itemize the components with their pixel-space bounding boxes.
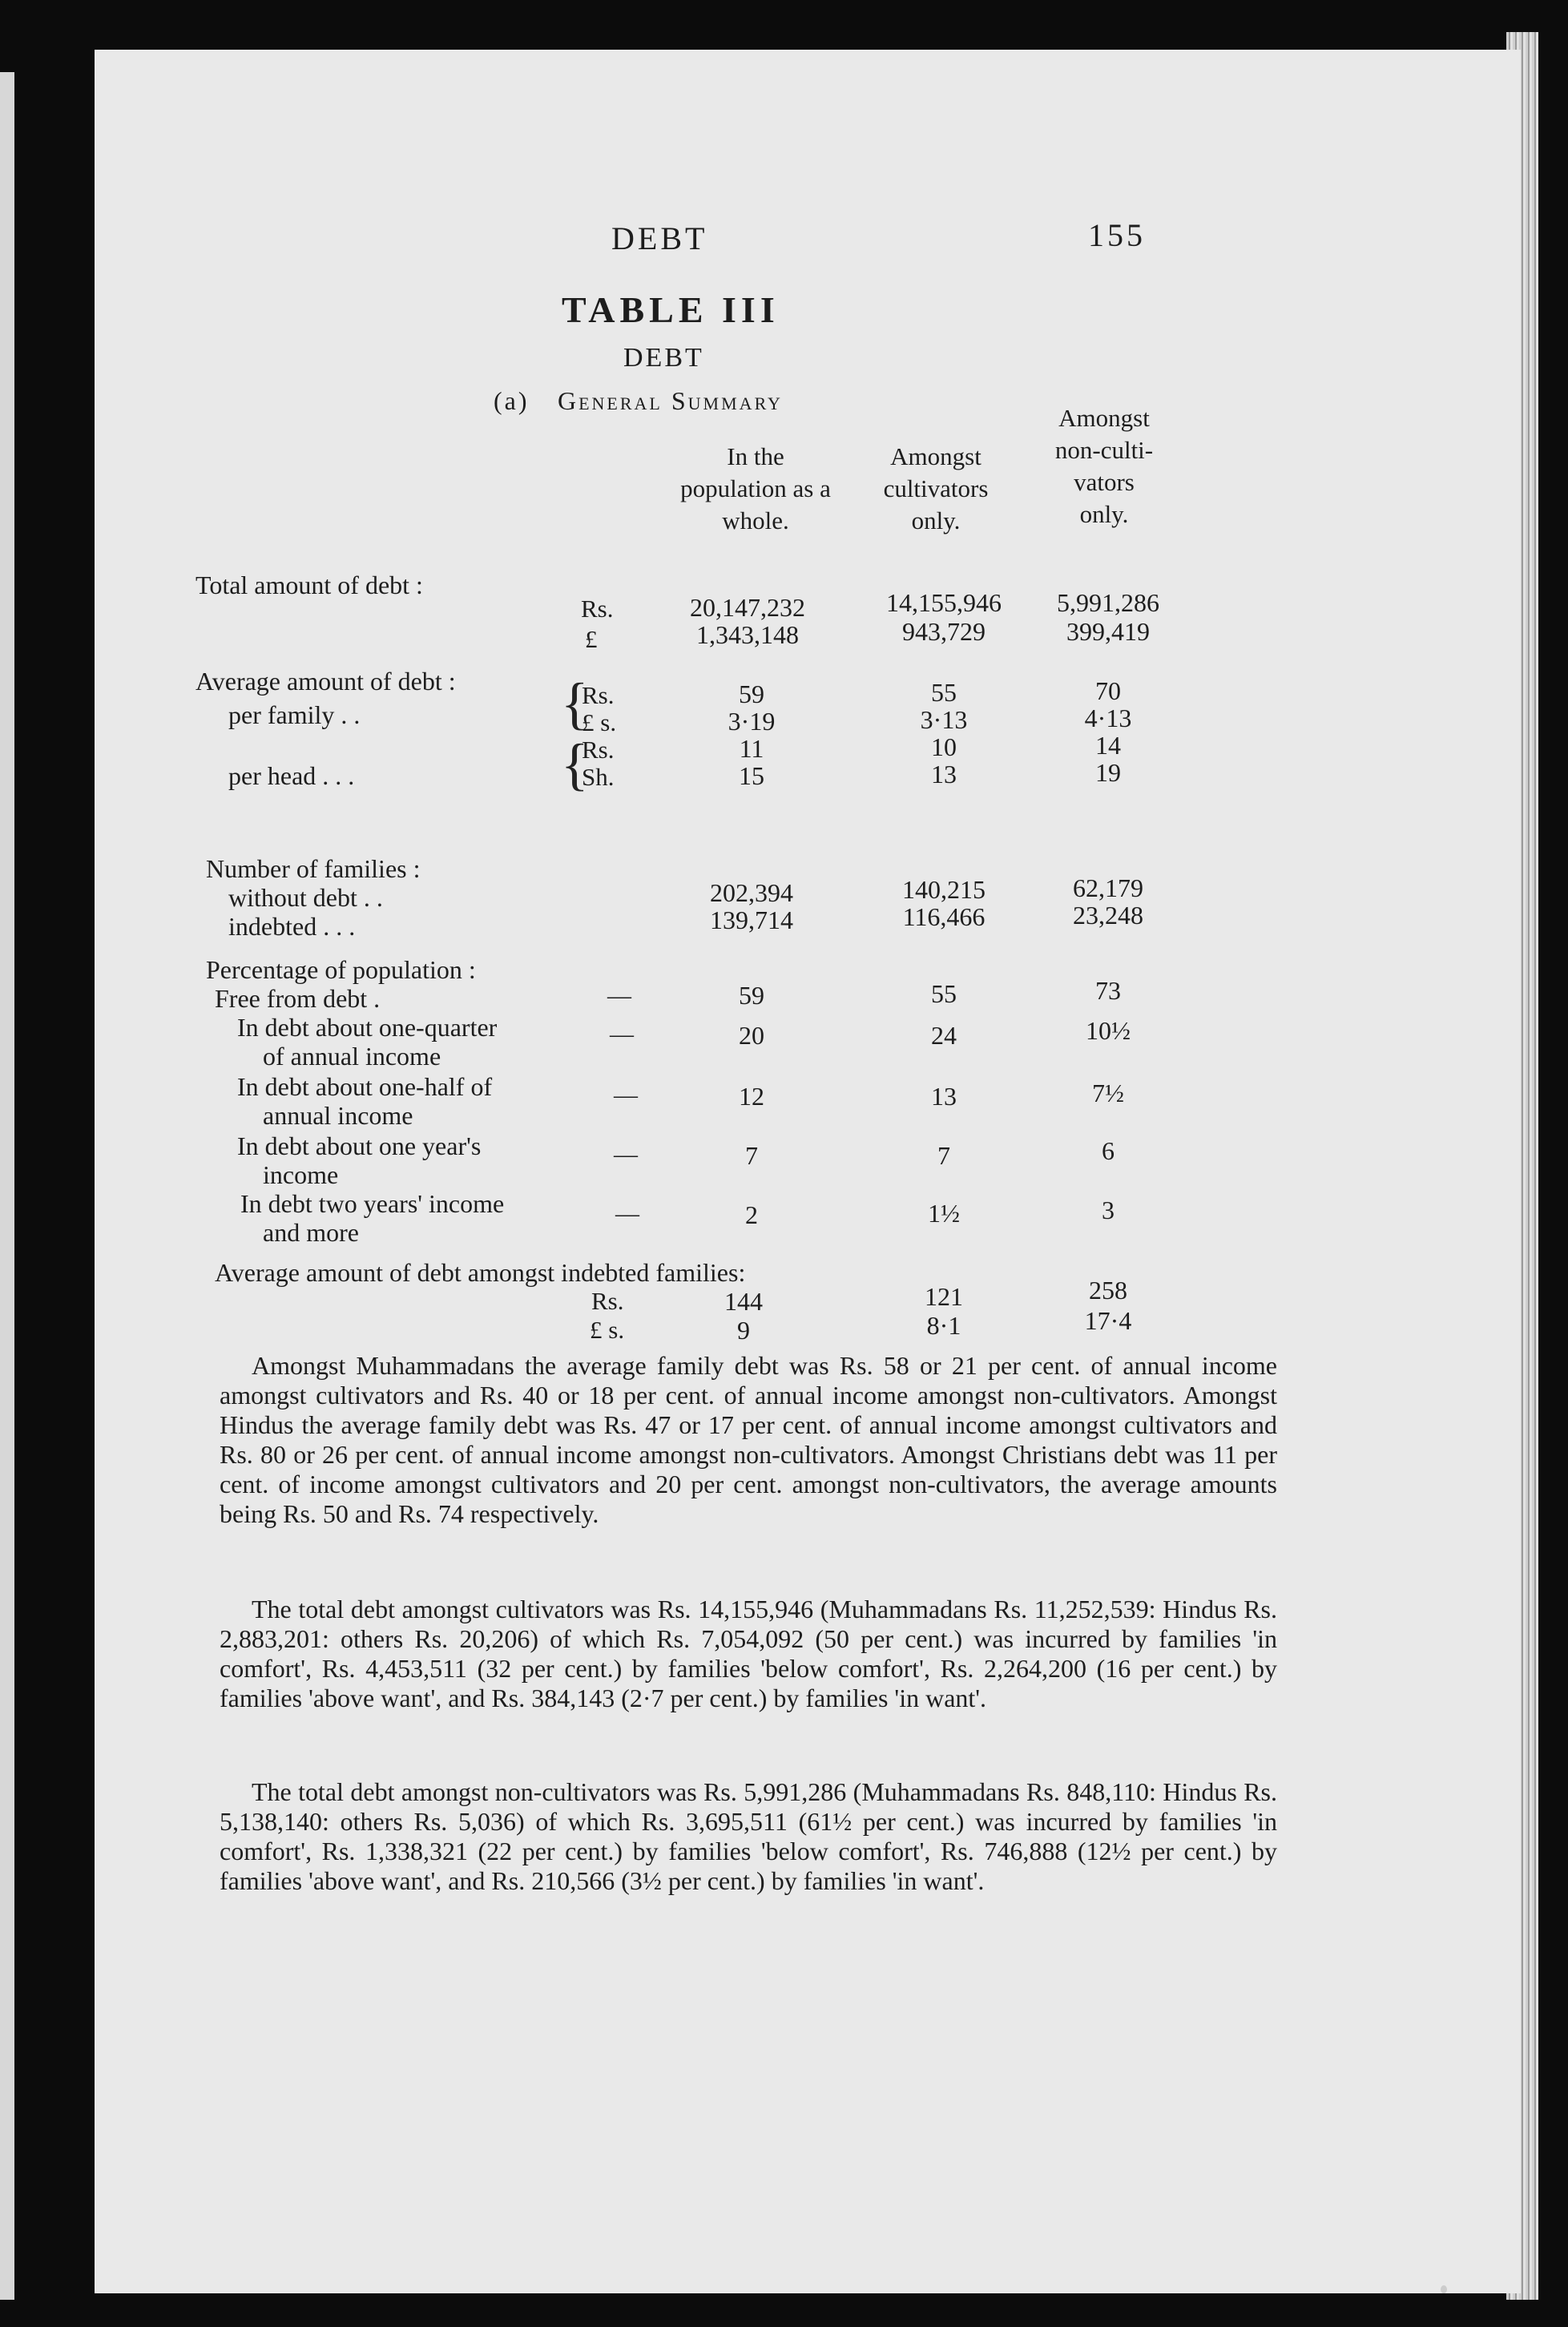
row-label-quarter-line2: of annual income xyxy=(263,1042,441,1071)
row-label-indebted: indebted . . . xyxy=(228,912,356,941)
paragraph-community-debt: Amongst Muhammadans the average family debt was Rs. 58 or 21 per cent. of annual income amongst cultivators and Rs. 40 or 18 per cent. of annual income amongst non-cultivators. Amongst Hindus the average family debt was Rs. 47 or 17 per cent. of annual income amongst cultivators and Rs. 80 or 26 per cent. of annual income amongst non-cultivators. Amongst Christians debt was 11 per cent. of income amongst cultivators and 20 per cent. amongst non-cultivators, the average amounts being Rs. 50 and Rs. 74 respectively. xyxy=(220,1351,1277,1528)
table-cell: 7 xyxy=(745,1141,758,1170)
table-cell: 13 xyxy=(931,760,957,788)
table-cell: 59 xyxy=(739,981,764,1010)
row-label-per-head: per head . . . xyxy=(228,761,355,790)
table-cell: 258 xyxy=(1089,1276,1127,1305)
table-cell: 943,729 xyxy=(902,617,986,646)
row-label-year-line1: In debt about one year's xyxy=(237,1131,482,1160)
row-label-total-debt: Total amount of debt : xyxy=(195,571,423,599)
unit-rs: Rs. xyxy=(591,1287,624,1315)
table-cell: 17·4 xyxy=(1084,1306,1132,1335)
table-cell: 3·19 xyxy=(728,707,776,736)
table-subtitle: DEBT xyxy=(623,343,704,373)
row-label-half-line1: In debt about one-half of xyxy=(237,1072,493,1101)
table-cell: 10½ xyxy=(1086,1016,1131,1045)
table-cell: 3·13 xyxy=(920,705,968,734)
paragraph-non-cultivators-debt: The total debt amongst non-cultivators was Rs. 5,991,286 (Muhammadans Rs. 848,110: Hindus Rs. 5,138,140: others Rs. 5,036) of which Rs. 3,695,511 (61½ per cent.) was incurred by families 'in comfort', Rs. 1,338,321 (22 per cent.) by families 'below comfort', Rs. 746,888 (12½ per cent.) by families 'above want', and Rs. 210,566 (3½ per cent.) by families 'in want'. xyxy=(220,1777,1277,1895)
book-page xyxy=(95,50,1521,2293)
table-cell: 9 xyxy=(737,1316,750,1345)
dash: — xyxy=(615,1200,639,1227)
brace-per-family: { xyxy=(561,671,589,736)
table-cell: 7½ xyxy=(1092,1079,1124,1107)
dash: — xyxy=(614,1141,638,1168)
table-cell: 59 xyxy=(739,680,764,708)
row-label-two-years-line2: and more xyxy=(263,1218,359,1247)
row-label-number-families: Number of families : xyxy=(206,854,421,883)
column-header-cultivators: Amongst cultivators only. xyxy=(883,442,989,534)
section-title: General Summary xyxy=(558,386,783,415)
row-label-free-from-debt: Free from debt . xyxy=(215,984,381,1013)
section-label: (a) xyxy=(494,386,530,415)
table-cell: 55 xyxy=(931,979,957,1008)
unit-rs: Rs. xyxy=(582,681,615,709)
table-cell: 7 xyxy=(937,1141,950,1170)
table-cell: 11 xyxy=(739,734,764,763)
table-cell: 399,419 xyxy=(1066,617,1150,646)
table-cell: 20 xyxy=(739,1021,764,1050)
unit-rs: Rs. xyxy=(582,736,615,764)
row-label-average-debt: Average amount of debt : xyxy=(195,667,456,696)
table-cell: 14 xyxy=(1095,731,1121,760)
table-cell: 62,179 xyxy=(1073,873,1143,902)
table-cell: 73 xyxy=(1095,976,1121,1005)
row-label-percentage: Percentage of population : xyxy=(206,955,476,984)
table-cell: 144 xyxy=(724,1287,763,1316)
table-cell: 14,155,946 xyxy=(886,588,1002,617)
row-label-per-family: per family . . xyxy=(228,700,361,729)
table-cell: 19 xyxy=(1095,758,1121,787)
paragraph-cultivators-debt: The total debt amongst cultivators was Rs. 14,155,946 (Muhammadans Rs. 11,252,539: Hindus Rs. 2,883,201: others Rs. 20,206) of which Rs. 7,054,092 (50 per cent.) was incurred by families 'in comfort', Rs. 4,453,511 (32 per cent.) by families 'below comfort', Rs. 2,264,200 (16 per cent.) by families 'above want', and Rs. 384,143 (2·7 per cent.) by families 'in want'. xyxy=(220,1595,1277,1712)
table-cell: 20,147,232 xyxy=(690,593,805,622)
table-cell: 1½ xyxy=(928,1199,960,1228)
table-cell: 70 xyxy=(1095,676,1121,705)
scan-speck xyxy=(1441,2285,1447,2293)
page-number: 155 xyxy=(1088,217,1146,253)
table-cell: 139,714 xyxy=(710,905,793,934)
dash: — xyxy=(607,982,631,1009)
row-label-year-line2: income xyxy=(263,1160,339,1189)
column-header-whole: In the population as a whole. xyxy=(680,442,831,534)
unit-rs: Rs. xyxy=(581,595,614,623)
table-cell: 140,215 xyxy=(902,875,986,904)
table-cell: 121 xyxy=(925,1282,963,1311)
table-cell: 23,248 xyxy=(1073,901,1143,930)
row-label-two-years-line1: In debt two years' income xyxy=(240,1189,505,1218)
row-label-half-line2: annual income xyxy=(263,1101,413,1130)
row-label-quarter-line1: In debt about one-quarter xyxy=(237,1013,498,1042)
table-cell: 3 xyxy=(1102,1196,1115,1224)
row-label-without-debt: without debt . . xyxy=(228,883,383,912)
table-cell: 4·13 xyxy=(1084,704,1132,732)
table-cell: 5,991,286 xyxy=(1057,588,1159,617)
unit-pound-shilling: £ s. xyxy=(582,708,617,736)
unit-pound-shilling: £ s. xyxy=(590,1316,625,1344)
table-cell: 10 xyxy=(931,732,957,761)
row-label-average-indebted: Average amount of debt amongst indebted families: xyxy=(215,1258,746,1287)
unit-pound: £ xyxy=(585,625,598,653)
table-cell: 15 xyxy=(739,761,764,790)
brace-per-head: { xyxy=(561,732,589,797)
table-cell: 202,394 xyxy=(710,878,793,907)
running-title: DEBT xyxy=(611,220,708,256)
table-cell: 116,466 xyxy=(902,902,986,931)
table-cell: 2 xyxy=(745,1200,758,1229)
table-cell: 24 xyxy=(931,1021,957,1050)
facing-page-edge xyxy=(0,72,14,2300)
table-cell: 13 xyxy=(931,1082,957,1111)
dash: — xyxy=(610,1021,634,1047)
table-cell: 6 xyxy=(1102,1136,1115,1165)
table-cell: 1,343,148 xyxy=(696,620,799,649)
table-cell: 12 xyxy=(739,1082,764,1111)
unit-shilling: Sh. xyxy=(582,763,615,791)
table-cell: 8·1 xyxy=(926,1311,961,1340)
table-cell: 55 xyxy=(931,678,957,707)
column-header-non-cultivators: Amongst non-culti-vators only. xyxy=(1054,404,1154,528)
table-title: TABLE III xyxy=(562,289,780,330)
dash: — xyxy=(614,1082,638,1108)
